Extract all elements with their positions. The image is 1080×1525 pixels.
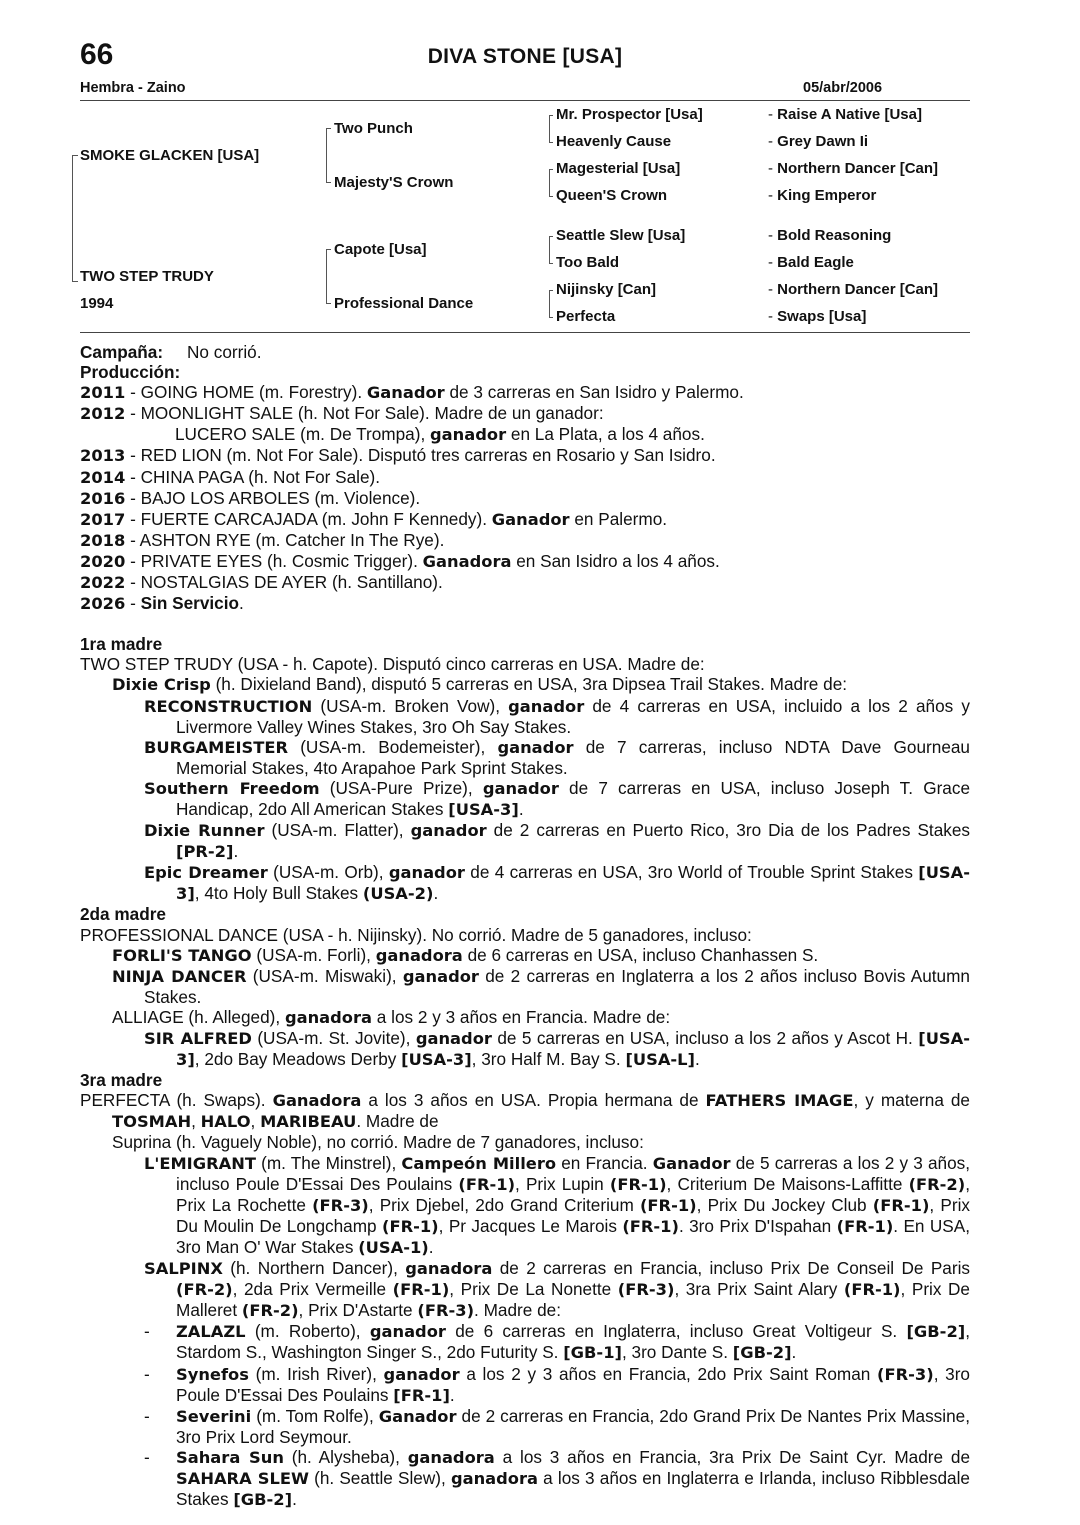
offspring-entry: Dixie Runner (USA-m. Flatter), ganador de 2 carreras en Puerto Rico, 3ro Dia de los Padres Stakes [PR-2]. (144, 820, 970, 862)
bracket-line (72, 281, 78, 282)
list-dash: - (144, 1446, 150, 1467)
pedigree-rule (80, 332, 970, 333)
bracket-line (326, 128, 327, 182)
offspring-entry: SALPINX (h. Northern Dancer), ganadora de 2 carreras en Francia, incluso Prix De Conseil De Paris (FR-2), 2da Prix Vermeille (FR-1), Prix De La Nonette (FR-3), 3ra Prix Saint Alary (FR-1), Prix De Malleret (FR-2), Prix D'Astarte (FR-3). Madre de: (144, 1258, 970, 1321)
pedigree-gen4: - Grey Dawn Ii (768, 133, 869, 150)
bracket-line (72, 155, 73, 281)
dam-year: 1994 (80, 295, 114, 312)
offspring-entry: Epic Dreamer (USA-m. Orb), ganador de 4 carreras en USA, 3ro World of Trouble Sprint Stakes [USA-3], 4to Holy Bull Stakes (USA-2). (144, 862, 971, 904)
bracket-line (549, 263, 553, 264)
second-dam-intro: PROFESSIONAL DANCE (USA - h. Nijinsky). No corrió. Madre de 5 ganadores, incluso: (80, 924, 752, 945)
production-entry: 2011 - GOING HOME (m. Forestry). Ganador de 3 carreras en San Isidro y Palermo. (80, 382, 744, 403)
pedigree-gen3: Magesterial [Usa] (556, 160, 681, 177)
production-entry: 2014 - CHINA PAGA (h. Not For Sale). (80, 466, 381, 487)
offspring-entry: Dixie Crisp (h. Dixieland Band), disputó 5 carreras en USA, 3ra Dipsea Trail Stakes. Madre de: (112, 674, 848, 695)
offspring-entry: Suprina (h. Vaguely Noble), no corrió. Madre de 7 ganadores, incluso: (112, 1132, 644, 1153)
production-entry: 2016 - BAJO LOS ARBOLES (m. Violence). (80, 487, 421, 508)
offspring-entry: ALLIAGE (h. Alleged), ganadora a los 2 y 3 años en Francia. Madre de: (112, 1006, 671, 1027)
campaign-line: Campaña: No corrió. (80, 342, 262, 362)
pedigree-gen2: Majesty'S Crown (334, 174, 454, 191)
pedigree-gen3: Seattle Slew [Usa] (556, 227, 686, 244)
bracket-line (549, 290, 550, 317)
body-text (80, 342, 970, 1510)
offspring-entry: SIR ALFRED (USA-m. St. Jovite), ganador de 5 carreras en USA, incluso a los 2 años y Ascot H. [USA-3], 2do Bay Meadows Derby [USA-3], 3ro Half M. Bay S. [USA-L]. (144, 1028, 970, 1070)
offspring-entry: - ZALAZL (m. Roberto), ganador de 6 carreras en Inglaterra, incluso Great Voltigeur S. [GB-2], Stardom S., Washington Singer S., 2do Futurity S. [GB-1], 3ro Dante S. [GB-2]. (144, 1321, 970, 1363)
pedigree-gen4: - Bold Reasoning (768, 227, 892, 244)
pedigree-gen3: Mr. Prospector [Usa] (556, 106, 703, 123)
bracket-line (326, 249, 331, 250)
pedigree-gen3: Nijinsky [Can] (556, 281, 657, 298)
list-dash: - (144, 1405, 150, 1426)
first-dam-heading: 1ra madre (80, 634, 163, 655)
second-dam-heading: 2da madre (80, 904, 166, 925)
pedigree-gen3: Heavenly Cause (556, 133, 672, 150)
pedigree-gen2: Professional Dance (334, 295, 474, 312)
bracket-line (326, 128, 331, 129)
list-dash: - (144, 1363, 150, 1384)
bracket-line (549, 169, 550, 196)
pedigree-gen4: - King Emperor (768, 187, 877, 204)
pedigree-gen4: - Northern Dancer [Can] (768, 160, 939, 177)
bracket-line (549, 290, 553, 291)
offspring-entry: Southern Freedom (USA-Pure Prize), ganador de 7 carreras en USA, incluso Joseph T. Grace Handicap, 2do All American Stakes [USA-3]. (144, 777, 970, 819)
offspring-entry: RECONSTRUCTION (USA-m. Broken Vow), ganador de 4 carreras en USA, incluido a los 2 años y Livermore Valley Wines Stakes, 3ro Oh Say Stakes. (144, 695, 970, 737)
pedigree-gen3: Queen'S Crown (556, 187, 668, 204)
offspring-entry: - Severini (m. Tom Rolfe), Ganador de 2 carreras en Francia, 2do Grand Prix De Nantes Prix Massine, 3ro Prix Lord Seymour. (144, 1405, 970, 1447)
bracket-line (549, 169, 553, 170)
bracket-line (549, 115, 550, 142)
pedigree-gen2: Capote [Usa] (334, 241, 427, 258)
bracket-line (72, 155, 78, 156)
offspring-entry: NINJA DANCER (USA-m. Miswaki), ganador de 2 carreras en Inglaterra a los 2 años incluso Bovis Autumn Stakes. (112, 965, 970, 1007)
pedigree-gen4: - Raise A Native [Usa] (768, 106, 922, 123)
production-entry: 2026 - Sin Servicio. (80, 593, 244, 614)
offspring-entry: - Synefos (m. Irish River), ganador a los 2 y 3 años en Francia, 2do Prix Saint Roman (FR-3), 3ro Poule D'Essai Des Poulains [FR-1]. (144, 1363, 970, 1405)
production-entry: 2020 - PRIVATE EYES (h. Cosmic Trigger). Ganadora en San Isidro a los 4 años. (80, 550, 720, 571)
offspring-entry: BURGAMEISTER (USA-m. Bodemeister), ganador de 7 carreras, incluso NDTA Dave Gourneau Memorial Stakes, 4to Arapahoe Park Sprint Stakes. (144, 736, 970, 778)
offspring-entry: FORLI'S TANGO (USA-m. Forli), ganadora de 6 carreras en USA, incluso Chanhassen S. (112, 944, 819, 965)
production-entry: 2022 - NOSTALGIAS DE AYER (h. Santillano). (80, 572, 443, 593)
pedigree-gen3: Perfecta (556, 308, 616, 325)
sex-color: Hembra - Zaino (80, 80, 186, 96)
pedigree-gen2: Two Punch (334, 120, 413, 137)
bracket-line (549, 236, 553, 237)
bracket-line (326, 303, 331, 304)
third-dam-heading: 3ra madre (80, 1070, 163, 1091)
first-dam-intro: TWO STEP TRUDY (USA - h. Capote). Disputó cinco carreras en USA. Madre de: (80, 654, 705, 675)
bracket-line (549, 142, 553, 143)
production-entry: 2012 - MOONLIGHT SALE (h. Not For Sale). Madre de un ganador: (80, 403, 604, 424)
pedigree-gen4: - Swaps [Usa] (768, 308, 867, 325)
header-rule (80, 100, 970, 101)
horse-title: DIVA STONE [USA] (427, 45, 623, 68)
offspring-entry: L'EMIGRANT (m. The Minstrel), Campeón Millero en Francia. Ganador de 5 carreras a los 2 y 3 años, incluso Poule D'Essai Des Poulains (FR-1), Prix Lupin (FR-1), Criterium De Maisons-Laffitte (FR-2), Prix La Rochette (FR-3), Prix Djebel, 2do Grand Criterium (FR-1), Prix Du Jockey Club (FR-1), Prix Du Moulin De Longchamp (FR-1), Pr Jacques Le Marois (FR-1). 3ro Prix D'Ispahan (FR-1). En USA, 3ro Man O' War Stakes (USA-1). (144, 1152, 971, 1257)
production-entry: 2018 - ASHTON RYE (m. Catcher In The Rye). (80, 529, 445, 550)
pedigree-gen4: - Bald Eagle (768, 254, 854, 271)
pedigree-gen4: - Northern Dancer [Can] (768, 281, 939, 298)
third-dam-intro: PERFECTA (h. Swaps). Ganadora a los 3 años en USA. Propia hermana de FATHERS IMAGE, y materna de TOSMAH, HALO, MARIBEAU. Madre de (80, 1090, 970, 1132)
production-entry: 2013 - RED LION (m. Not For Sale). Disputó tres carreras en Rosario y San Isidro. (80, 445, 716, 466)
bracket-line (549, 317, 553, 318)
list-dash: - (144, 1321, 150, 1342)
pedigree-gen3: Too Bald (556, 254, 620, 271)
bracket-line (549, 196, 553, 197)
page-number: 66 (80, 38, 114, 71)
production-entry: LUCERO SALE (m. De Trompa), ganador en La Plata, a los 4 años. (175, 424, 705, 445)
dam: TWO STEP TRUDY (80, 268, 214, 285)
bracket-line (549, 236, 550, 263)
production-heading: Producción: (80, 362, 181, 383)
sire: SMOKE GLACKEN [USA] (80, 147, 260, 164)
birth-date: 05/abr/2006 (803, 80, 883, 96)
bracket-line (326, 182, 331, 183)
production-entry: 2017 - FUERTE CARCAJADA (m. John F Kennedy). Ganador en Palermo. (80, 508, 668, 529)
bracket-line (549, 115, 553, 116)
bracket-line (326, 249, 327, 303)
offspring-entry: - Sahara Sun (h. Alysheba), ganadora a los 3 años en Francia, 3ra Prix De Saint Cyr. Madre de SAHARA SLEW (h. Seattle Slew), ganadora a los 3 años en Inglaterra e Irlanda, incluso Ribblesdale Stakes [GB-2]. (144, 1446, 971, 1510)
